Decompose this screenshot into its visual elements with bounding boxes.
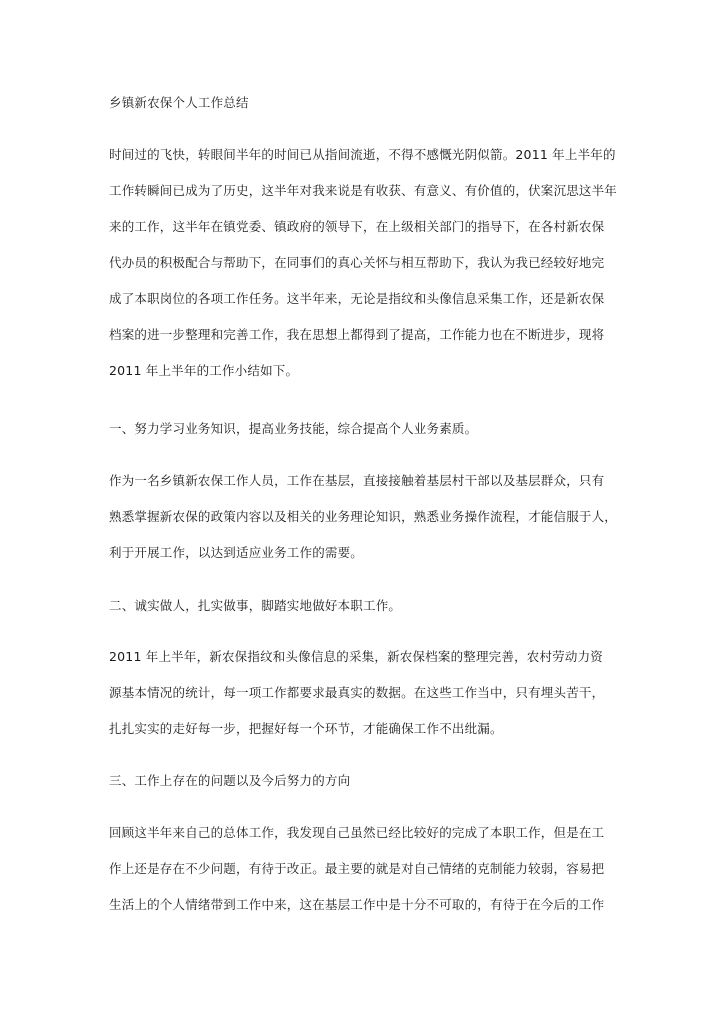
document-title: 乡镇新农保个人工作总结	[109, 95, 249, 110]
section-heading-3: 三、工作上存在的问题以及今后努力的方向	[109, 773, 351, 788]
section-heading-2: 二、诚实做人，扎实做事，脚踏实地做好本职工作。	[109, 598, 402, 613]
paragraph-line: 2011 年上半年，新农保指纹和头像信息的采集，新农保档案的整理完善，农村劳动力资	[109, 649, 603, 664]
paragraph-line: 回顾这半年来自己的总体工作，我发现自己虽然已经比较好的完成了本职工作，但是在工	[109, 825, 605, 840]
paragraph-line: 代办员的积极配合与帮助下，在同事们的真心关怀与相互帮助下，我认为我已经较好地完	[109, 255, 605, 270]
paragraph-line: 源基本情况的统计，每一项工作都要求最真实的数据。在这些工作当中，只有埋头苦干，	[109, 685, 605, 700]
paragraph-line: 2011 年上半年的工作小结如下。	[109, 363, 299, 378]
paragraph-line: 作上还是存在不少问题，有待于改正。最主要的就是对自己情绪的克制能力较弱，容易把	[109, 861, 605, 876]
paragraph-line: 来的工作，这半年在镇党委、镇政府的领导下，在上级相关部门的指导下，在各村新农保	[109, 219, 605, 234]
paragraph-line: 熟悉掌握新农保的政策内容以及相关的业务理论知识，熟悉业务操作流程，才能信服于人，	[109, 509, 618, 524]
section-heading-1: 一、努力学习业务知识，提高业务技能，综合提高个人业务素质。	[109, 421, 478, 436]
paragraph-line: 生活上的个人情绪带到工作中来，这在基层工作中是十分不可取的，有待于在今后的工作	[109, 897, 605, 912]
paragraph-line: 工作转瞬间已成为了历史，这半年对我来说是有收获、有意义、有价值的，伏案沉思这半年	[109, 183, 618, 198]
paragraph-line: 作为一名乡镇新农保工作人员，工作在基层，直接接触着基层村干部以及基层群众，只有	[109, 473, 605, 488]
paragraph-line: 扎扎实实的走好每一步，把握好每一个环节，才能确保工作不出纰漏。	[109, 721, 503, 736]
paragraph-line: 时间过的飞快，转眼间半年的时间已从指间流逝，不得不感慨光阴似箭。2011 年上半年的	[109, 147, 616, 162]
paragraph-line: 利于开展工作，以达到适应业务工作的需要。	[109, 545, 364, 560]
paragraph-line: 成了本职岗位的各项工作任务。这半年来，无论是指纹和头像信息采集工作，还是新农保	[109, 291, 605, 306]
paragraph-line: 档案的进一步整理和完善工作，我在思想上都得到了提高，工作能力也在不断进步，现将	[109, 327, 605, 342]
